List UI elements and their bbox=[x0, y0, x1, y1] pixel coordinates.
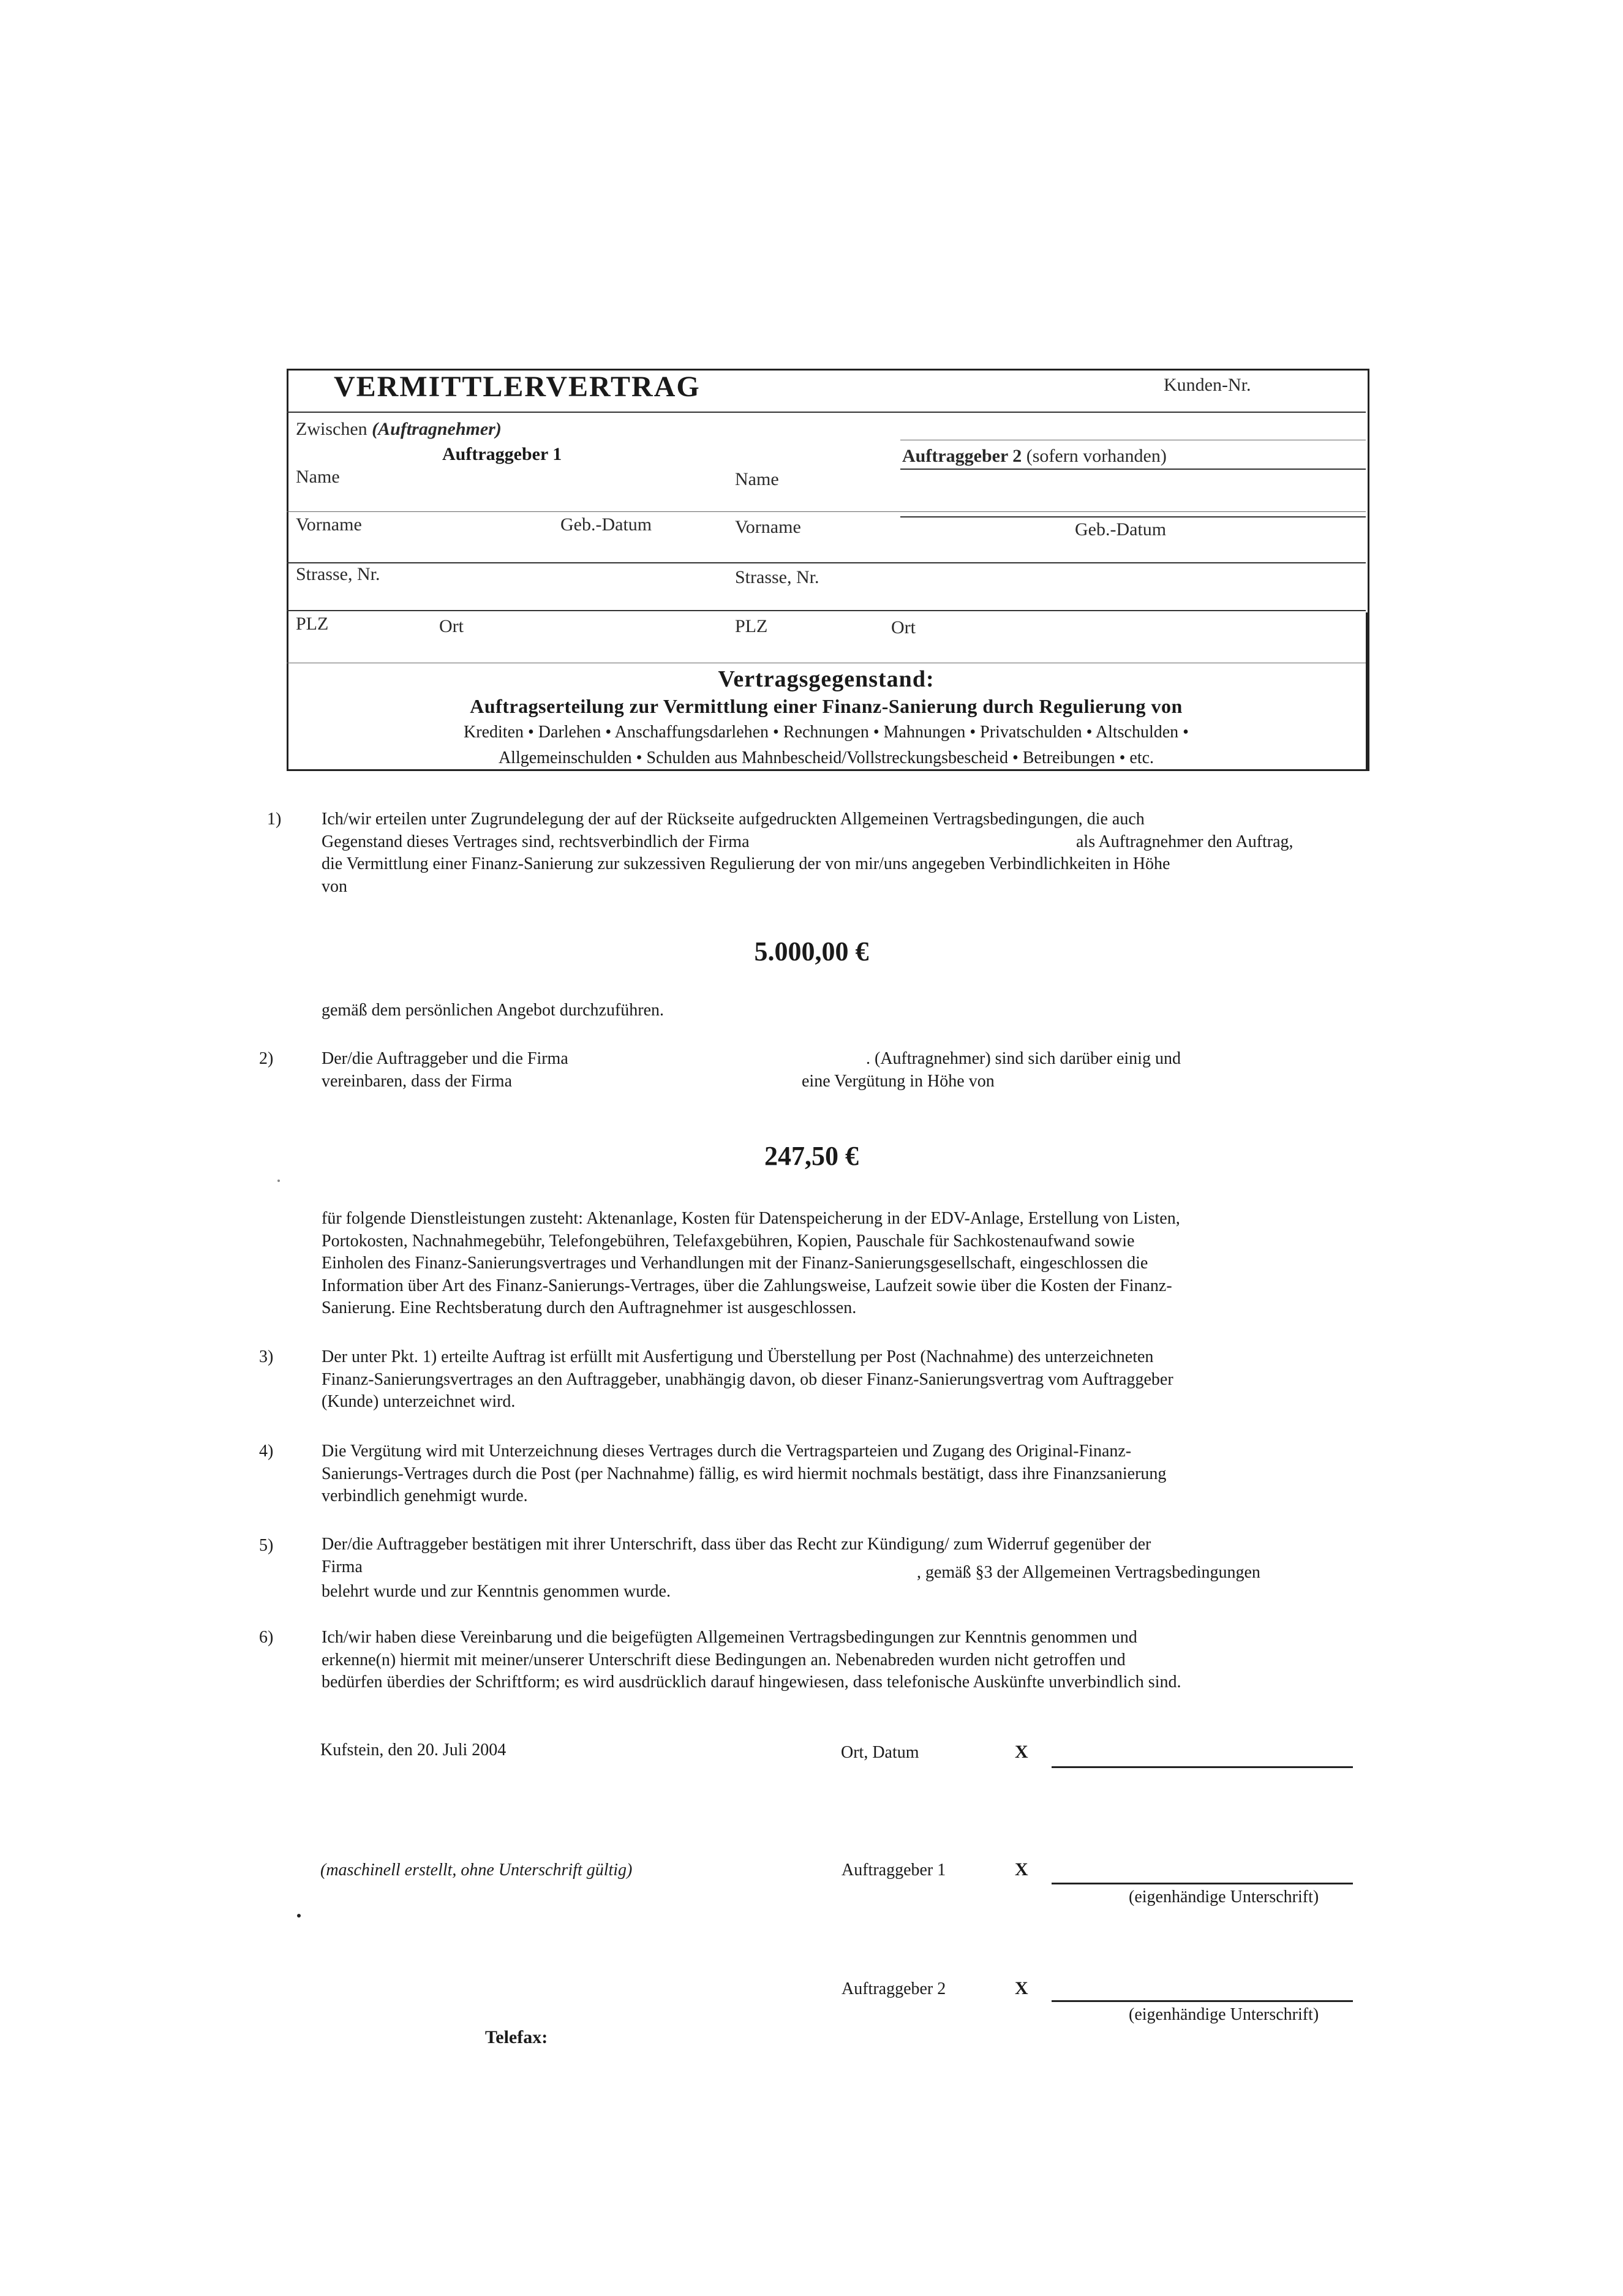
financing-amount: 5.000,00 € bbox=[754, 936, 869, 966]
section-2-number: 2) bbox=[259, 1049, 274, 1068]
telefax-label: Telefax: bbox=[485, 2027, 548, 2047]
contract-subject-heading: Vertragsgegenstand: bbox=[718, 666, 935, 692]
section-1-closing: gemäß dem persönlichen Angebot durchzuführen. bbox=[322, 1001, 665, 1020]
debt-types-line-1: Krediten • Darlehen • Anschaffungsdarlehen • Rechnungen • Mahnungen • Privatschulden • Altschulden • bbox=[464, 723, 1189, 742]
client2-firstname-label: Vorname bbox=[735, 517, 801, 537]
place-date-text: Kufstein, den 20. Juli 2004 bbox=[320, 1741, 506, 1760]
section-5-text: Der/die Auftraggeber bestätigen mit ihrer Unterschrift, dass über das Recht zur Kündigung/ zum Widerruf gegenüber der Firma , gemäß §3 der Allgemeinen Vertragsbedingungen belehrt wurde und zur Kenntnis genommen wurde. bbox=[322, 1535, 1260, 1601]
client1-signature-line bbox=[1052, 1883, 1353, 1884]
section-1-number: 1) bbox=[267, 810, 282, 829]
client1-heading: Auftraggeber 1 bbox=[442, 444, 562, 464]
firstname-row-rule bbox=[287, 562, 1366, 563]
client1-firstname-label: Vorname bbox=[296, 514, 362, 535]
client2-signature-label: Auftraggeber 2 bbox=[842, 1979, 946, 1998]
client1-own-signature-note: (eigenhändige Unterschrift) bbox=[1129, 1888, 1319, 1906]
scan-speck bbox=[297, 1914, 301, 1918]
client2-city-label: Ort bbox=[891, 617, 916, 638]
section-6-number: 6) bbox=[259, 1628, 274, 1647]
section-4-number: 4) bbox=[259, 1442, 274, 1461]
client1-city-label: Ort bbox=[439, 616, 464, 636]
name-row-rule bbox=[287, 511, 1366, 512]
signature-x-3: X bbox=[1015, 1978, 1028, 1998]
document-title: VERMITTLERVERTRAG bbox=[334, 371, 701, 403]
fee-amount: 247,50 € bbox=[764, 1141, 859, 1171]
client2-name-label: Name bbox=[735, 469, 779, 489]
name-row-rule-right bbox=[900, 516, 1366, 518]
section-3-number: 3) bbox=[259, 1347, 274, 1366]
section-2-intro: Der/die Auftraggeber und die Firma . (Auftragnehmer) sind sich darüber einig und vereinbaren, dass der Firma eine Vergütung in Höhe von bbox=[322, 1049, 1181, 1091]
client2-zip-label: PLZ bbox=[735, 616, 768, 636]
header-box-right-border bbox=[1366, 612, 1368, 770]
zwischen-label: Zwischen (Auftragnehmer) bbox=[296, 419, 502, 439]
contract-subject-text: Auftragserteilung zur Vermittlung einer Finanz-Sanierung durch Regulierung von bbox=[470, 695, 1183, 717]
header-box-bottom-border bbox=[287, 769, 1369, 771]
section-2-services: für folgende Dienstleistungen zusteht: Aktenanlage, Kosten für Datenspeicherung in der EDV-Anlage, Erstellung von Listen, Portokosten, Nachnahmegebühr, Telefongebühren, Telefaxgebühren, Kopien, Pauschale für Sachkostenaufwand sowie Einholen des Finanz-Sanierungsvertrages und Verhandlungen mit der Finanz-Sanierungsgesellschaft, eingeschlossen die Information über Art des Finanz-Sanierungs-Vertrages, über die Zahlungsweise, Laufzeit sowie über die Kosten der Finanz- Sanierung. Eine Rechtsberatung durch den Auftragnehmer ist ausgeschlossen. bbox=[322, 1209, 1180, 1317]
scan-speck bbox=[277, 1180, 280, 1182]
customer-number-label: Kunden-Nr. bbox=[1164, 375, 1251, 395]
client1-name-label: Name bbox=[296, 467, 340, 487]
client1-street-label: Strasse, Nr. bbox=[296, 564, 380, 584]
client1-birthdate-label: Geb.-Datum bbox=[560, 514, 652, 535]
place-date-label: Ort, Datum bbox=[841, 1743, 919, 1762]
client2-name-rule bbox=[900, 469, 1366, 470]
signature-x-2: X bbox=[1015, 1859, 1028, 1880]
section-4-text: Die Vergütung wird mit Unterzeichnung dieses Vertrages durch die Vertragsparteien und Zugang des Original-Finanz- Sanierungs-Vertrages durch die Post (per Nachnahme) fällig, es wird hiermit nochmals bestätigt, dass ihre Finanzsanierung verbindlich genehmigt wurde. bbox=[322, 1442, 1167, 1505]
section-1-text: Ich/wir erteilen unter Zugrundelegung der auf der Rückseite aufgedruckten Allgemeinen Vertragsbedingungen, die auch Gegenstand dieses Vertrages sind, rechtsverbindlich der Firma als Auftragnehmer den Auftrag, die Vermittlung einer Finanz-Sanierung zur sukzessiven Regulierung der von mir/uns angegeben Verbindlichkeiten in Höhe von bbox=[322, 810, 1294, 896]
place-date-line bbox=[1052, 1766, 1353, 1768]
section-3-text: Der unter Pkt. 1) erteilte Auftrag ist erfüllt mit Ausfertigung und Überstellung per Post (Nachnahme) des unterzeichneten Finanz-Sanierungsvertrages an den Auftraggeber, unabhängig davon, ob dieser Finanz-Sanierungsvertrag vom Auftraggeber (Kunde) unterzeichnet wird. bbox=[322, 1347, 1173, 1411]
client2-birthdate-label: Geb.-Datum bbox=[1075, 519, 1167, 540]
client1-zip-label: PLZ bbox=[296, 614, 329, 634]
section-6-text: Ich/wir haben diese Vereinbarung und die beigefügten Allgemeinen Vertragsbedingungen zur Kenntnis genommen und erkenne(n) hiermit mit meiner/unserer Unterschrift diese Bedingungen an. Nebenabreden wurden nicht getroffen und bedürfen überdies der Schriftform; es wird ausdrücklich darauf hingewiesen, dass telefonische Auskünfte unverbindlich sind. bbox=[322, 1628, 1181, 1692]
client2-street-label: Strasse, Nr. bbox=[735, 567, 819, 587]
street-row-rule bbox=[287, 610, 1366, 611]
debt-types-line-2: Allgemeinschulden • Schulden aus Mahnbescheid/Vollstreckungsbescheid • Betreibungen • etc. bbox=[498, 748, 1154, 767]
client2-signature-line bbox=[1052, 2000, 1353, 2002]
signature-x-1: X bbox=[1015, 1742, 1028, 1762]
machine-generated-note: (maschinell erstellt, ohne Unterschrift gültig) bbox=[320, 1861, 633, 1880]
section-5-number: 5) bbox=[259, 1536, 274, 1555]
client2-heading: Auftraggeber 2 (sofern vorhanden) bbox=[902, 446, 1167, 466]
title-divider bbox=[287, 412, 1366, 413]
client1-signature-label: Auftraggeber 1 bbox=[842, 1861, 946, 1880]
client2-own-signature-note: (eigenhändige Unterschrift) bbox=[1129, 2005, 1319, 2024]
